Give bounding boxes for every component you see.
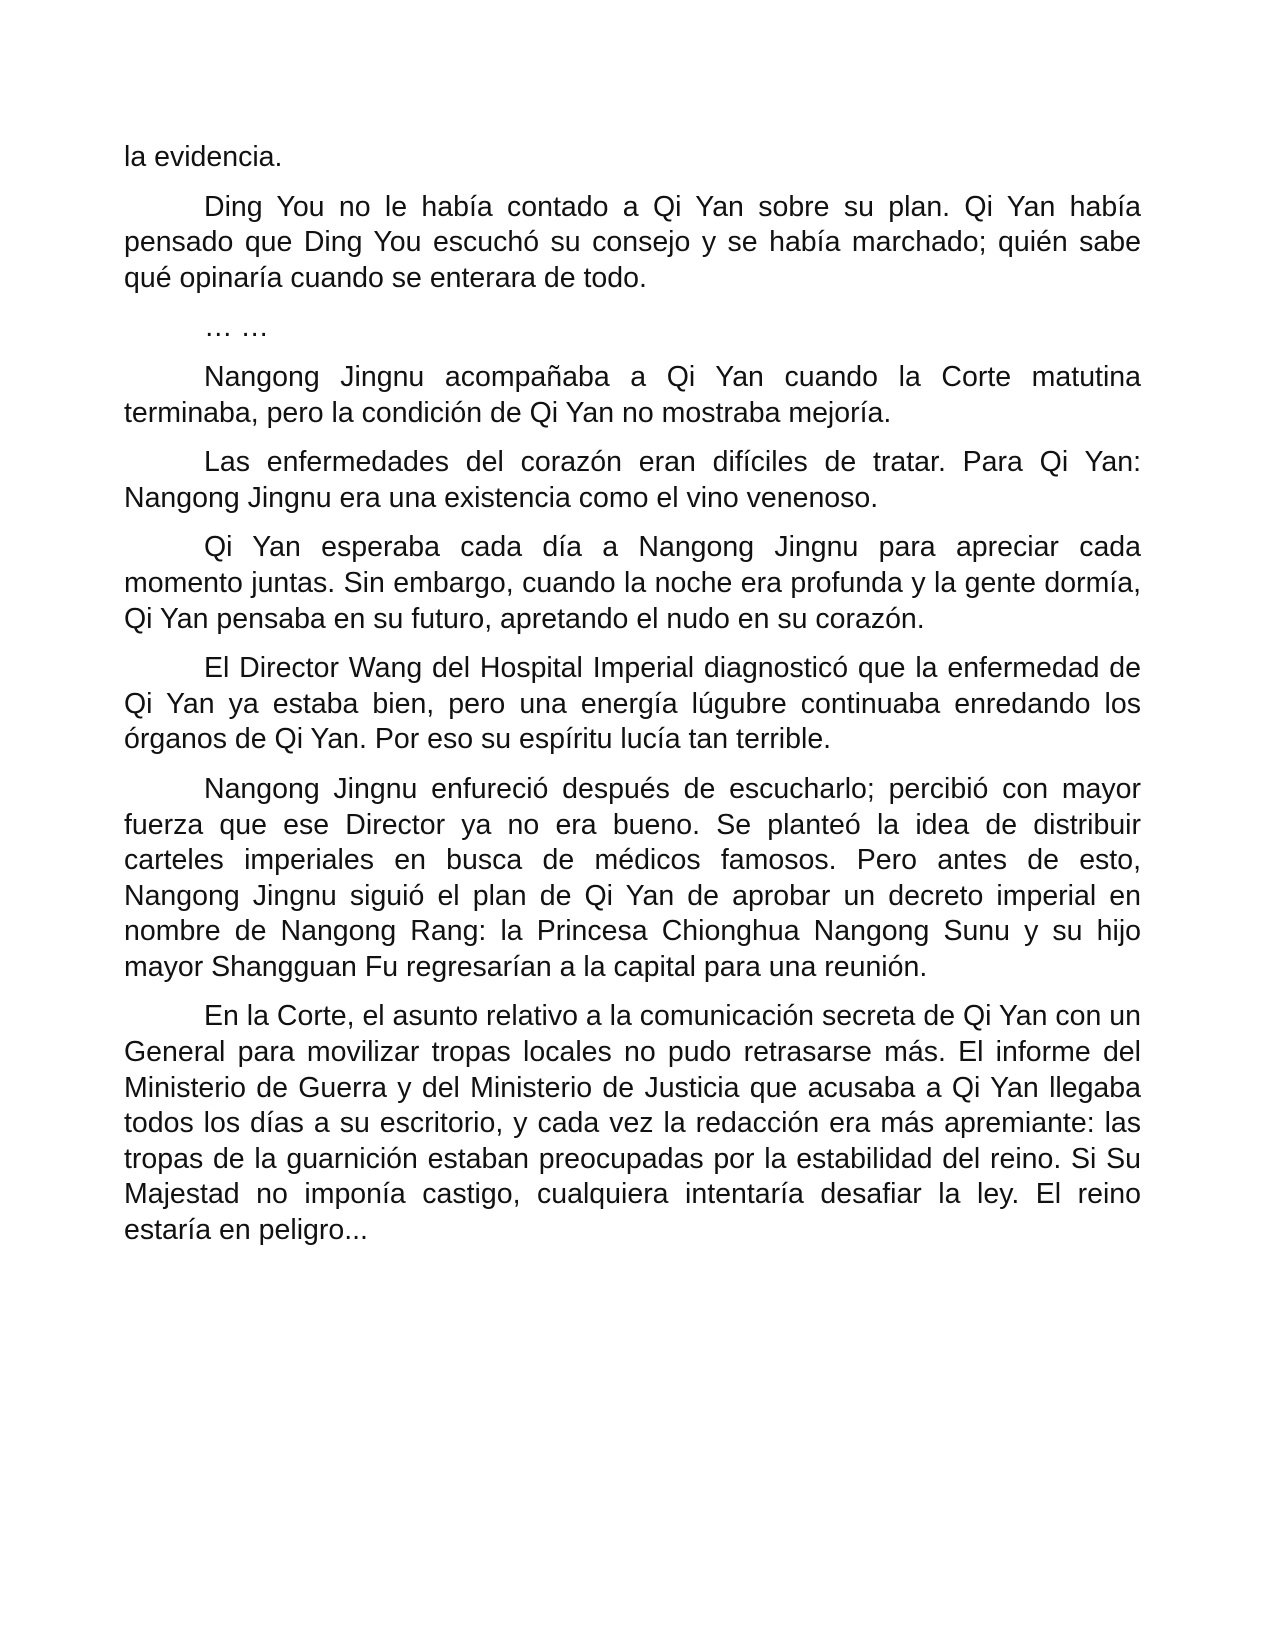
- paragraph-2: Ding You no le había contado a Qi Yan sobre su plan. Qi Yan había pensado que Ding You escuchó su consejo y se había marchado; quién sabe qué opinaría cuando se enterara de todo.: [124, 190, 1141, 294]
- paragraph-7: Nangong Jingnu enfureció después de escucharlo; percibió con mayor fuerza que ese Director ya no era bueno. Se planteó la idea de distribuir carteles imperiales en busca de médicos famosos. Pero antes de esto, Nangong Jingnu siguió el plan de Qi Yan de aprobar un decreto imperial en nombre de Nangong Rang: la Princesa Chionghua Nangong Sunu y su hijo mayor Shangguan Fu regresarían a la capital para una reunión.: [124, 772, 1141, 983]
- scene-break: … …: [204, 311, 269, 344]
- document-page: [124, 140, 1141, 1263]
- paragraph-5: Qi Yan esperaba cada día a Nangong Jingnu para apreciar cada momento juntas. Sin embargo, cuando la noche era profunda y la gente dormía, Qi Yan pensaba en su futuro, apretando el nudo en su corazón.: [124, 531, 1141, 635]
- paragraph-8: En la Corte, el asunto relativo a la comunicación secreta de Qi Yan con un General para movilizar tropas locales no pudo retrasarse más. El informe del Ministerio de Guerra y del Ministerio de Justicia que acusaba a Qi Yan llegaba todos los días a su escritorio, y cada vez la redacción era más apremiante: las tropas de la guarnición estaban preocupadas por la estabilidad del reino. Si Su Majestad no imponía castigo, cualquiera intentaría desafiar la ley. El reino estaría en peligro...: [124, 1000, 1141, 1247]
- paragraph-3: Nangong Jingnu acompañaba a Qi Yan cuando la Corte matutina terminaba, pero la condición de Qi Yan no mostraba mejoría.: [124, 360, 1141, 429]
- paragraph-4: Las enfermedades del corazón eran difíciles de tratar. Para Qi Yan: Nangong Jingnu era una existencia como el vino venenoso.: [124, 446, 1141, 514]
- paragraph-1: la evidencia.: [124, 141, 283, 173]
- paragraph-6: El Director Wang del Hospital Imperial diagnosticó que la enfermedad de Qi Yan ya estaba bien, pero una energía lúgubre continuaba enredando los órganos de Qi Yan. Por eso su espíritu lucía tan terrible.: [124, 652, 1141, 756]
